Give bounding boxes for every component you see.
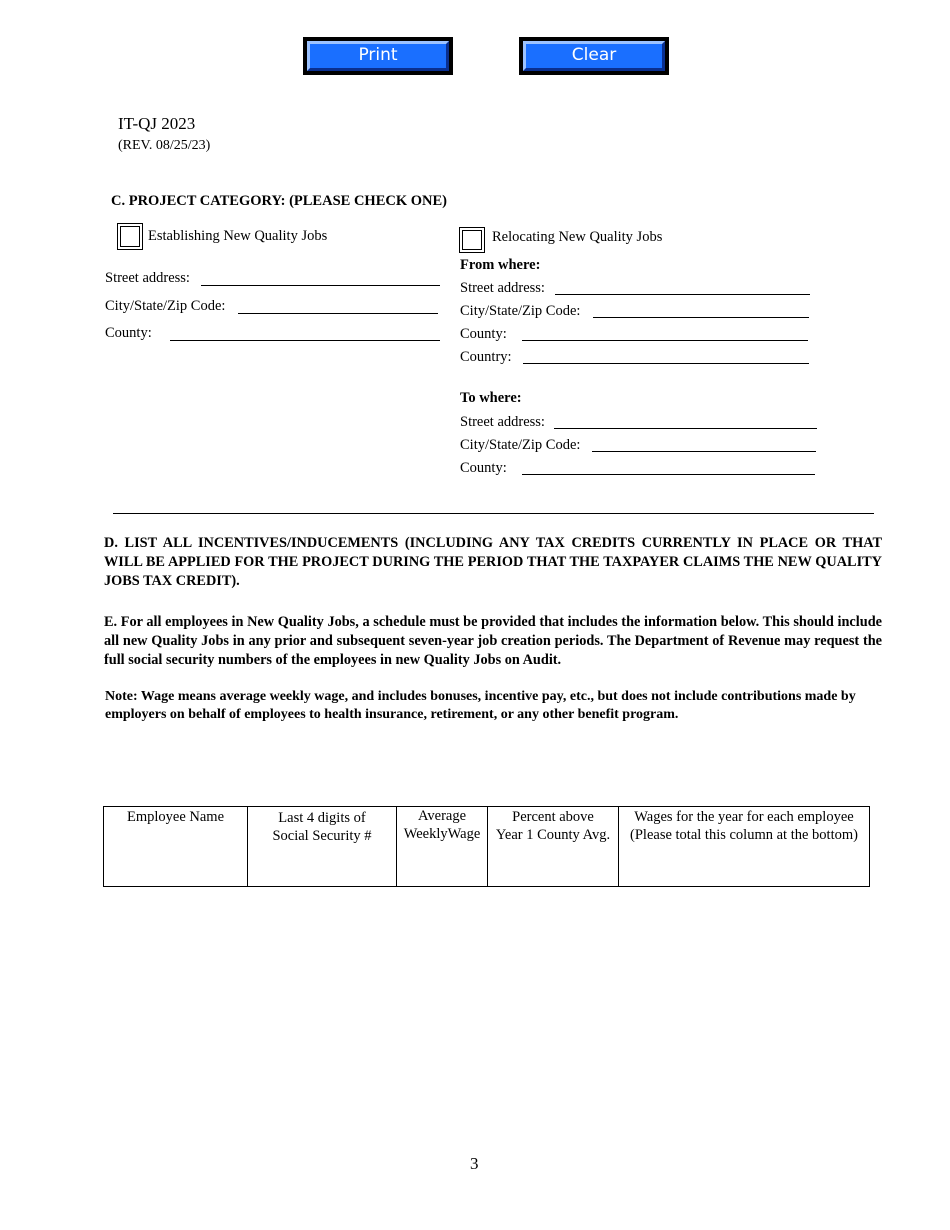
- establishing-label: Establishing New Quality Jobs: [148, 228, 328, 244]
- from-country-field[interactable]: [523, 363, 809, 364]
- establishing-street-field[interactable]: [201, 285, 440, 286]
- clear-button-label: Clear: [523, 41, 665, 71]
- col-percent-above: [488, 807, 619, 887]
- form-code: IT-QJ 2023: [118, 114, 196, 133]
- from-county-label: County:: [460, 326, 507, 342]
- col-wage-label-2: WeeklyWage: [403, 826, 481, 842]
- establishing-city-field[interactable]: [238, 313, 438, 314]
- establishing-county-label: County:: [105, 325, 152, 341]
- relocating-checkbox[interactable]: [459, 227, 485, 253]
- from-where-heading: From where:: [460, 257, 541, 273]
- establishing-city-label: City/State/Zip Code:: [105, 298, 226, 314]
- to-county-field[interactable]: [522, 474, 815, 475]
- col-ssn-label-2: Social Security #: [272, 828, 372, 844]
- table-header-row: [104, 807, 870, 887]
- from-city-label: City/State/Zip Code:: [460, 303, 581, 319]
- col-employee-name: [104, 807, 248, 887]
- col-employee-name-label: Employee Name: [126, 809, 225, 825]
- col-wage-label-1: Average: [417, 808, 467, 824]
- relocating-label: Relocating New Quality Jobs: [492, 229, 663, 245]
- from-street-label: Street address:: [460, 280, 545, 296]
- section-d-text: D. LIST ALL INCENTIVES/INDUCEMENTS (INCLUDING ANY TAX CREDITS CURRENTLY IN PLACE OR THAT WILL BE APPLIED FOR THE PROJECT DURING THE PERIOD THAT THE TAXPAYER CLAIMS THE NEW QUALITY JOBS TAX CREDIT).: [104, 535, 882, 589]
- print-button-label: Print: [307, 41, 449, 71]
- page-number: 3: [470, 1154, 479, 1173]
- to-city-label: City/State/Zip Code:: [460, 437, 581, 453]
- from-country-label: Country:: [460, 349, 512, 365]
- print-button[interactable]: [303, 37, 453, 75]
- establishing-checkbox[interactable]: [117, 223, 143, 250]
- col-avg-weekly-wage: [397, 807, 488, 887]
- col-percent-label-1: Percent above: [512, 809, 594, 825]
- section-divider: [113, 513, 874, 514]
- to-street-field[interactable]: [554, 428, 817, 429]
- col-percent-label-2: Year 1 County Avg.: [495, 827, 611, 843]
- from-street-field[interactable]: [555, 294, 810, 295]
- col-ssn-label-1: Last 4 digits of: [278, 810, 366, 826]
- to-city-field[interactable]: [592, 451, 816, 452]
- from-city-field[interactable]: [593, 317, 809, 318]
- establishing-street-label: Street address:: [105, 270, 190, 286]
- from-county-field[interactable]: [522, 340, 808, 341]
- col-ssn-last4: [248, 807, 397, 887]
- employee-schedule-table: [103, 806, 870, 887]
- col-wages-year: [619, 807, 870, 887]
- section-c-title: C. PROJECT CATEGORY: (PLEASE CHECK ONE): [111, 193, 447, 209]
- to-county-label: County:: [460, 460, 507, 476]
- wage-note: Note: Wage means average weekly wage, and includes bonuses, incentive pay, etc., but does not include contributions made by employers on behalf of employees to health insurance, retirement, or any other benefit program.: [105, 689, 856, 722]
- to-where-heading: To where:: [460, 390, 522, 406]
- section-e-text: E. For all employees in New Quality Jobs, a schedule must be provided that includes the information below. This should include all new Quality Jobs in any prior and subsequent seven-year job creation periods. The Department of Revenue may request the full social security numbers of the employees in new Quality Jobs on Audit.: [104, 614, 882, 668]
- to-street-label: Street address:: [460, 414, 545, 430]
- revision-date: (REV. 08/25/23): [118, 138, 211, 153]
- col-wages-label-2: (Please total this column at the bottom): [630, 827, 858, 843]
- establishing-county-field[interactable]: [170, 340, 440, 341]
- col-wages-label-1: Wages for the year for each employee: [634, 809, 854, 825]
- clear-button[interactable]: [519, 37, 669, 75]
